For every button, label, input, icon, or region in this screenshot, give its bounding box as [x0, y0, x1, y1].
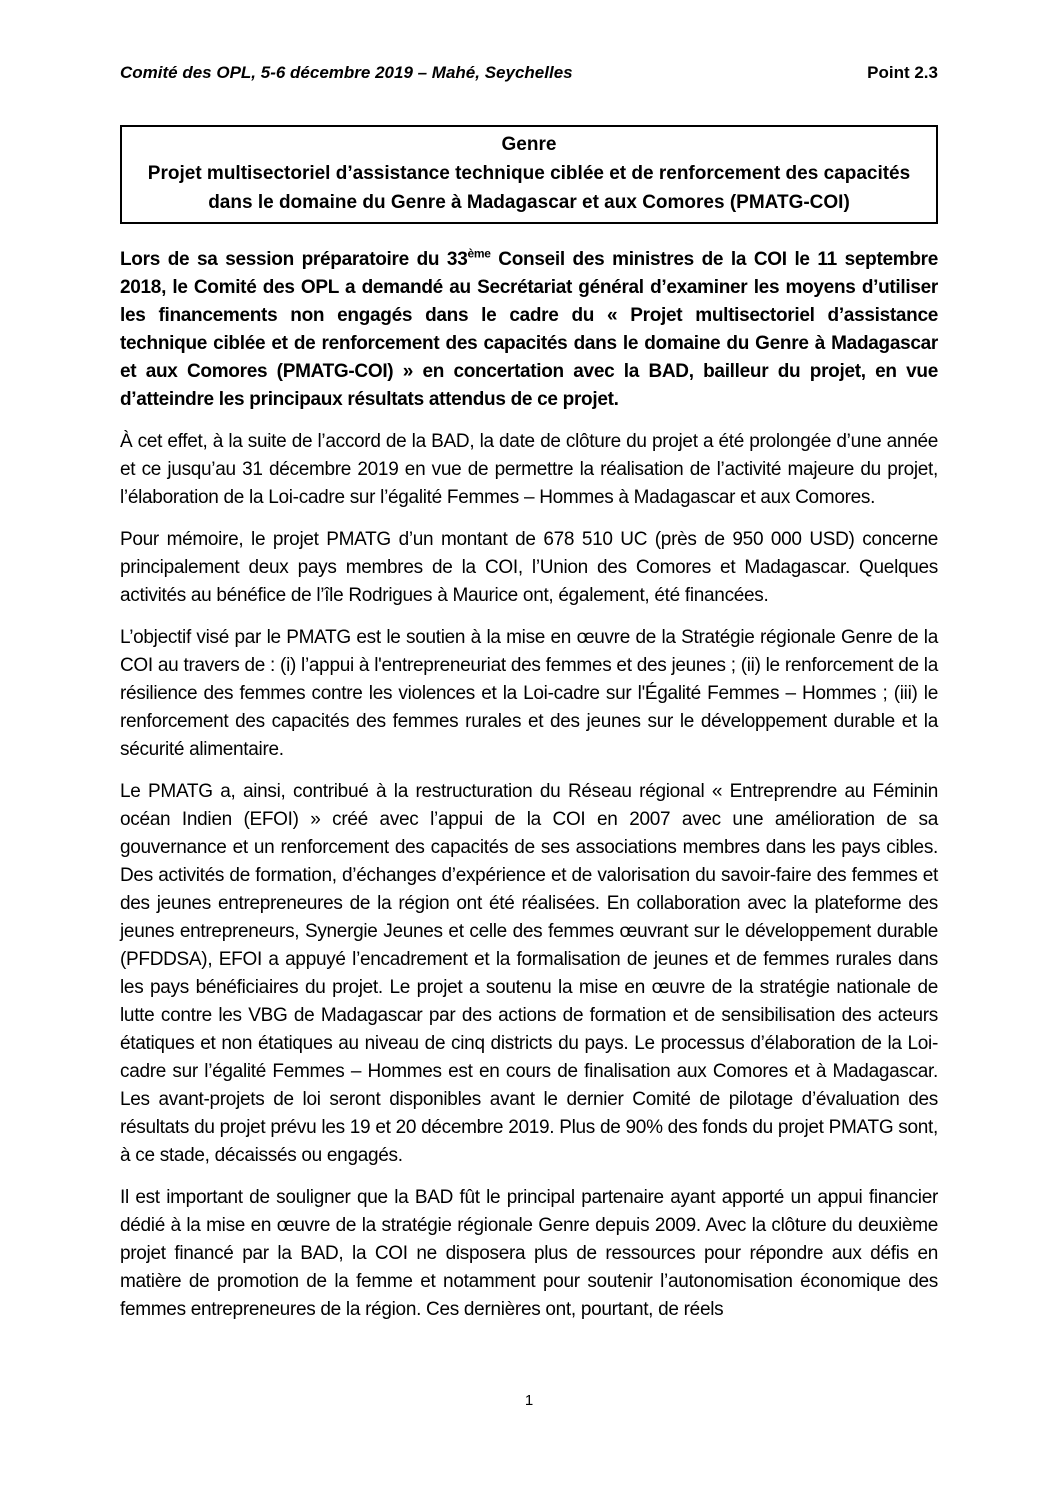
page-header — [120, 63, 938, 83]
paragraph-montant-projet: Pour mémoire, le projet PMATG d’un montant de 678 510 UC (près de 950 000 USD) concerne principalement deux pays membres de la COI, l’Union des Comores et Madagascar. Quelques activités au bénéfice de l’île Rodrigues à Maurice ont, également, été financées. — [120, 529, 938, 606]
document-body — [120, 246, 938, 1324]
title-line-project: Projet multisectoriel d’assistance technique ciblée et de renforcement des capacités dans le domaine du Genre à Madagascar et aux Comores (PMATG-COI) — [147, 163, 911, 213]
paragraph-intro-text-after: Conseil des ministres de la COI le 11 septembre 2018, le Comité des OPL a demandé au Secrétariat général d’examiner les moyens d’utiliser les financements non engagés dans le cadre du « Projet multisectoriel d’assistance technique ciblée et de renforcement des capacités dans le domaine du Genre à Madagascar et aux Comores (PMATG-COI) » en concertation avec la BAD, bailleur du projet, en vue d’atteindre les principaux résultats attendus de ce projet. — [120, 249, 939, 410]
paragraph-prolongation-projet: À cet effet, à la suite de l’accord de la BAD, la date de clôture du projet a été prolongée d’une année et ce jusqu’au 31 décembre 2019 en vue de permettre la réalisation de l’activité majeure du projet, l’élaboration de la Loi-cadre sur l’égalité Femmes – Hommes à Madagascar et aux Comores. — [120, 431, 938, 508]
paragraph-session-preparatoire — [120, 246, 938, 414]
page-number: 1 — [524, 1392, 534, 1409]
paragraph-bad-partenaire: Il est important de souligner que la BAD fût le principal partenaire ayant apporté un appui financier dédié à la mise en œuvre de la stratégie régionale Genre depuis 2009. Avec la clôture du deuxième projet financé par la BAD, la COI ne disposera plus de ressources pour répondre aux défis en matière de promotion de la femme et notamment pour soutenir l’autonomisation économique des femmes entrepreneures de la région. Ces dernières ont, pourtant, de réels — [120, 1187, 938, 1320]
document-title-box — [120, 125, 938, 224]
paragraph-realisations-pmatg: Le PMATG a, ainsi, contribué à la restructuration du Réseau régional « Entreprendre au Féminin océan Indien (EFOI) » créé avec l’appui de la COI en 2007 avec une amélioration de sa gouvernance et un renforcement des capacités de ses associations membres dans les pays cibles. Des activités de formation, d’échanges d’expérience et de valorisation du savoir-faire des femmes et des jeunes entrepreneures de la région ont été réalisées. En collaboration avec la plateforme des jeunes entrepreneurs, Synergie Jeunes et celle des femmes œuvrant sur le développement durable (PFDDSA), EFOI a appuyé l’encadrement et la formalisation de jeunes et de femmes rurales dans les pays bénéficiaires du projet. Le projet a soutenu la mise en œuvre de la stratégie nationale de lutte contre les VBG de Madagascar par des actions de formation et de sensibilisation des acteurs étatiques et non étatiques au niveau de cinq districts du pays. Le processus d’élaboration de la Loi-cadre sur l’égalité Femmes – Hommes est en cours de finalisation aux Comores et à Madagascar. Les avant-projets de loi seront disponibles avant le dernier Comité de pilotage d’évaluation des résultats du projet prévu les 19 et 20 décembre 2019. Plus de 90% des fonds du projet PMATG sont, à ce stade, décaissés ou engagés. — [120, 781, 938, 1166]
header-meeting-title: Comité des OPL, 5-6 décembre 2019 – Mahé, Seychelles — [120, 63, 573, 82]
paragraph-intro-text-before: Lors de sa session préparatoire du 33 — [120, 249, 468, 270]
superscript-eme: ème — [467, 246, 491, 261]
title-line-genre: Genre — [501, 134, 557, 155]
header-point-label: Point 2.3 — [867, 63, 938, 82]
page-footer — [0, 1392, 1058, 1409]
paragraph-objectif-pmatg: L’objectif visé par le PMATG est le soutien à la mise en œuvre de la Stratégie régionale Genre de la COI au travers de : (i) l’appui à l'entrepreneuriat des femmes et des jeunes ; (ii) le renforcement de la résilience des femmes contre les violences et la Loi-cadre sur l'Égalité Femmes – Hommes ; (iii) le renforcement des capacités des femmes rurales et des jeunes sur le développement durable et la sécurité alimentaire. — [120, 627, 938, 760]
